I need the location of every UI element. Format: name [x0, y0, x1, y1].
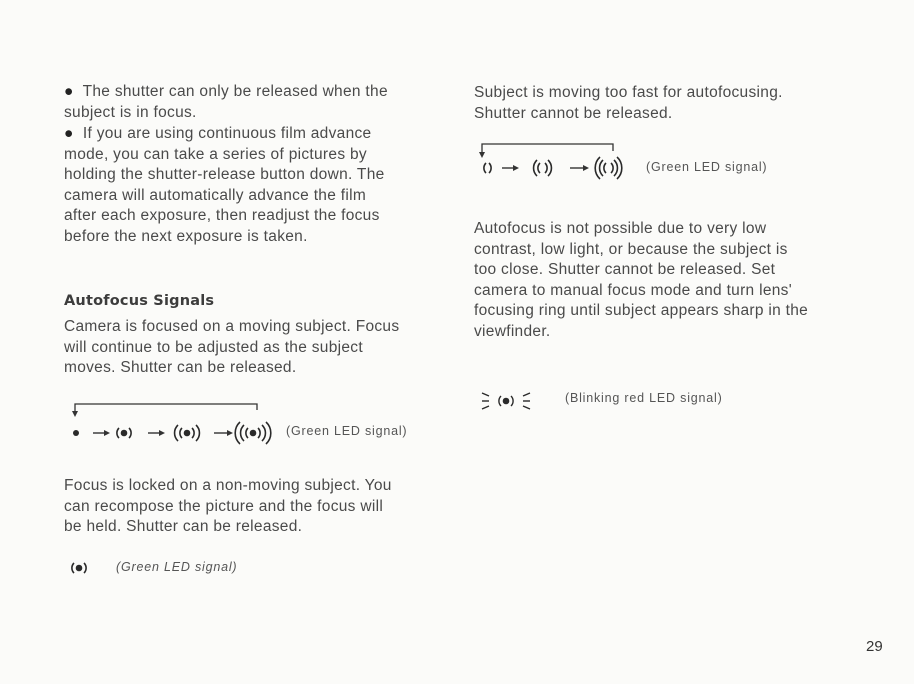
paragraph-locked-subject [64, 476, 442, 538]
paragraph-af-not-possible [474, 219, 854, 342]
bullet-line: subject is in focus. [64, 103, 197, 121]
led-three-brackets-icon [235, 422, 271, 444]
led-dot-icon [73, 430, 79, 436]
bullet-line: mode, you can take a series of pictures by [64, 145, 367, 163]
cycle-bracket-right [482, 144, 613, 153]
signal-label-green-locked: (Green LED signal) [116, 560, 238, 574]
arrow-right-icon [214, 430, 233, 436]
paragraph-line: Shutter cannot be released. [474, 104, 673, 122]
signal-label-blinking-red: (Blinking red LED signal) [565, 391, 723, 405]
bullet-marker: ● [64, 83, 74, 100]
empty-brackets-icon [484, 163, 491, 173]
bullet-marker: ● [64, 125, 74, 142]
paragraph-line: viewfinder. [474, 322, 551, 340]
blinking-led-icon [482, 393, 530, 409]
paragraph-line: Autofocus is not possible due to very low [474, 220, 767, 237]
arrow-right-icon [570, 165, 589, 171]
signal-label-green-fast: (Green LED signal) [646, 160, 768, 174]
bullet-line: before the next exposure is taken. [64, 227, 308, 245]
paragraph-line: camera to manual focus mode and turn lens' [474, 281, 792, 299]
led-two-brackets-icon [175, 425, 200, 441]
bullet-line: after each exposure, then readjust the focus [64, 207, 380, 224]
arrow-right-icon [148, 430, 165, 436]
paragraph-line: focusing ring until subject appears sharp in the [474, 302, 809, 319]
paragraph-line: too close. Shutter cannot be released. Set [474, 261, 776, 278]
cycle-bracket [75, 404, 257, 412]
section-heading-autofocus-signals: Autofocus Signals [64, 293, 215, 309]
paragraph-line: Subject is moving too fast for autofocusing. [474, 84, 783, 101]
led-locked-icon [72, 563, 86, 573]
paragraph-line: can recompose the picture and the focus will [64, 497, 384, 515]
bullet-line: camera will automatically advance the film [64, 186, 367, 204]
arrow-right-icon [93, 430, 110, 436]
triple-brackets-icon [595, 157, 622, 179]
bullet-line: The shutter can only be released when the [82, 83, 388, 100]
arrow-right-icon [502, 165, 519, 171]
bullet-line: If you are using continuous film advance [82, 125, 372, 142]
paragraph-line: contrast, low light, or because the subject is [474, 240, 788, 258]
paragraph-line: Focus is locked on a non-moving subject. You [64, 477, 392, 494]
paragraph-line: Camera is focused on a moving subject. Focus [64, 318, 400, 335]
bracket-arrowhead-icon [479, 152, 485, 158]
signal-label-green: (Green LED signal) [286, 424, 408, 438]
paragraph-line: will continue to be adjusted as the subject [64, 338, 363, 356]
bracket-arrowhead-icon [72, 411, 78, 417]
paragraph-line: moves. Shutter can be released. [64, 359, 297, 376]
paragraph-line: be held. Shutter can be released. [64, 518, 303, 535]
page-number: 29 [866, 638, 883, 655]
double-brackets-icon [534, 160, 552, 176]
bullet-line: holding the shutter-release button down. The [64, 166, 385, 183]
led-one-bracket-icon [117, 428, 131, 438]
paragraph-too-fast [474, 83, 854, 124]
